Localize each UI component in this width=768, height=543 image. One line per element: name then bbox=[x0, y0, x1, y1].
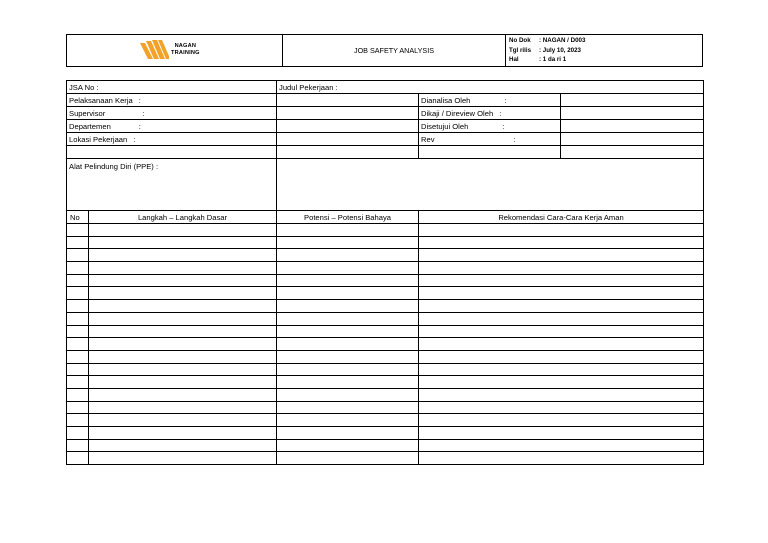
langkah-cell[interactable] bbox=[89, 287, 277, 300]
step-no-cell[interactable] bbox=[67, 325, 89, 338]
rekomendasi-cell[interactable] bbox=[419, 249, 704, 262]
langkah-cell[interactable] bbox=[89, 236, 277, 249]
potensi-cell[interactable] bbox=[277, 376, 419, 389]
blank-cell[interactable] bbox=[419, 146, 561, 159]
langkah-cell[interactable] bbox=[89, 401, 277, 414]
step-no-cell[interactable] bbox=[67, 388, 89, 401]
form-row-2 bbox=[67, 107, 704, 120]
steps-header-row bbox=[67, 211, 704, 224]
step-no-cell[interactable] bbox=[67, 427, 89, 440]
step-no-cell[interactable] bbox=[67, 262, 89, 275]
rekomendasi-cell[interactable] bbox=[419, 427, 704, 440]
step-no-cell[interactable] bbox=[67, 300, 89, 313]
langkah-cell[interactable] bbox=[89, 262, 277, 275]
table-row bbox=[67, 452, 704, 465]
potensi-cell[interactable] bbox=[277, 427, 419, 440]
potensi-cell[interactable] bbox=[277, 224, 419, 237]
logo-text bbox=[171, 43, 200, 56]
table-row bbox=[67, 388, 704, 401]
form-row-4 bbox=[67, 133, 704, 146]
table-row bbox=[67, 312, 704, 325]
table-row bbox=[67, 401, 704, 414]
potensi-cell[interactable] bbox=[277, 363, 419, 376]
rekomendasi-cell[interactable] bbox=[419, 312, 704, 325]
langkah-cell[interactable] bbox=[89, 350, 277, 363]
table-row bbox=[67, 350, 704, 363]
langkah-cell[interactable] bbox=[89, 325, 277, 338]
potensi-cell[interactable] bbox=[277, 262, 419, 275]
meta-label: No Dok bbox=[509, 37, 531, 44]
potensi-cell[interactable] bbox=[277, 274, 419, 287]
table-row bbox=[67, 439, 704, 452]
meta-label: Tgl rilis bbox=[509, 46, 532, 54]
langkah-cell[interactable] bbox=[89, 312, 277, 325]
table-row bbox=[67, 363, 704, 376]
rekomendasi-cell[interactable] bbox=[419, 376, 704, 389]
potensi-cell[interactable] bbox=[277, 312, 419, 325]
step-no-cell[interactable] bbox=[67, 376, 89, 389]
rekomendasi-cell[interactable] bbox=[419, 300, 704, 313]
judul-pekerjaan-field[interactable]: Judul Pekerjaan : bbox=[277, 81, 704, 94]
step-no-cell[interactable] bbox=[67, 287, 89, 300]
pelaksanaan-kerja-value[interactable] bbox=[277, 94, 419, 107]
table-row bbox=[67, 236, 704, 249]
jsa-form-table bbox=[66, 80, 704, 465]
departemen-value[interactable] bbox=[277, 120, 419, 133]
rekomendasi-cell[interactable] bbox=[419, 401, 704, 414]
meta-row-tgl-rilis bbox=[509, 46, 702, 56]
step-no-cell[interactable] bbox=[67, 414, 89, 427]
supervisor-value[interactable] bbox=[277, 107, 419, 120]
step-no-cell[interactable] bbox=[67, 439, 89, 452]
meta-row-no-dok bbox=[509, 36, 702, 46]
blank-cell[interactable] bbox=[67, 146, 277, 159]
col-header-no: No bbox=[67, 211, 89, 224]
potensi-cell[interactable] bbox=[277, 350, 419, 363]
nagan-logo-icon bbox=[140, 40, 169, 59]
langkah-cell[interactable] bbox=[89, 414, 277, 427]
dikaji-label: Dikaji / Direview Oleh : bbox=[419, 107, 561, 120]
disetujui-oleh-value[interactable] bbox=[561, 120, 704, 133]
form-row-5 bbox=[67, 146, 704, 159]
ppe-label: Alat Pelindung Diri (PPE) : bbox=[67, 159, 277, 211]
form-row-ppe bbox=[67, 159, 704, 211]
step-no-cell[interactable] bbox=[67, 274, 89, 287]
step-no-cell[interactable] bbox=[67, 224, 89, 237]
potensi-cell[interactable] bbox=[277, 300, 419, 313]
meta-value: : NAGAN / D003 bbox=[539, 37, 586, 44]
meta-value: : 1 da ri 1 bbox=[539, 56, 567, 64]
step-no-cell[interactable] bbox=[67, 363, 89, 376]
step-no-cell[interactable] bbox=[67, 401, 89, 414]
langkah-cell[interactable] bbox=[89, 249, 277, 262]
blank-cell[interactable] bbox=[277, 146, 419, 159]
langkah-cell[interactable] bbox=[89, 300, 277, 313]
potensi-cell[interactable] bbox=[277, 338, 419, 351]
supervisor-label: Supervisor : bbox=[67, 107, 277, 120]
form-row-jsa bbox=[67, 81, 704, 94]
rekomendasi-cell[interactable] bbox=[419, 414, 704, 427]
table-row bbox=[67, 274, 704, 287]
table-row bbox=[67, 376, 704, 389]
rekomendasi-cell[interactable] bbox=[419, 262, 704, 275]
ppe-value[interactable] bbox=[277, 159, 704, 211]
table-row bbox=[67, 414, 704, 427]
rekomendasi-cell[interactable] bbox=[419, 439, 704, 452]
langkah-cell[interactable] bbox=[89, 338, 277, 351]
disetujui-oleh-label: Disetujui Oleh : bbox=[419, 120, 561, 133]
rekomendasi-cell[interactable] bbox=[419, 388, 704, 401]
jsa-no-field[interactable]: JSA No : bbox=[67, 81, 277, 94]
table-row bbox=[67, 325, 704, 338]
meta-label: Hal bbox=[509, 56, 519, 64]
table-row bbox=[67, 224, 704, 237]
col-header-langkah: Langkah – Langkah Dasar bbox=[89, 211, 277, 224]
table-row bbox=[67, 338, 704, 351]
dianalisa-oleh-value[interactable] bbox=[561, 94, 704, 107]
potensi-cell[interactable] bbox=[277, 388, 419, 401]
potensi-cell[interactable] bbox=[277, 287, 419, 300]
meta-row-hal bbox=[509, 55, 702, 65]
step-no-cell[interactable] bbox=[67, 236, 89, 249]
potensi-cell[interactable] bbox=[277, 325, 419, 338]
form-row-3 bbox=[67, 120, 704, 133]
rekomendasi-cell[interactable] bbox=[419, 338, 704, 351]
step-no-cell[interactable] bbox=[67, 249, 89, 262]
logo-line2: TRAINING bbox=[171, 49, 200, 56]
table-row bbox=[67, 262, 704, 275]
form-row-1 bbox=[67, 94, 704, 107]
dikaji-value[interactable] bbox=[561, 107, 704, 120]
langkah-cell[interactable] bbox=[89, 452, 277, 465]
table-row bbox=[67, 287, 704, 300]
table-row bbox=[67, 249, 704, 262]
step-no-cell[interactable] bbox=[67, 452, 89, 465]
logo-line1: NAGAN bbox=[174, 43, 197, 49]
potensi-cell[interactable] bbox=[277, 414, 419, 427]
pelaksanaan-kerja-label: Pelaksanaan Kerja : bbox=[67, 94, 277, 107]
potensi-cell[interactable] bbox=[277, 439, 419, 452]
langkah-cell[interactable] bbox=[89, 376, 277, 389]
rekomendasi-cell[interactable] bbox=[419, 274, 704, 287]
langkah-cell[interactable] bbox=[89, 363, 277, 376]
langkah-cell[interactable] bbox=[89, 224, 277, 237]
step-no-cell[interactable] bbox=[67, 338, 89, 351]
table-row bbox=[67, 300, 704, 313]
document-header bbox=[66, 34, 703, 67]
document-title: JOB SAFETY ANALYSIS bbox=[283, 35, 506, 66]
rekomendasi-cell[interactable] bbox=[419, 363, 704, 376]
logo-cell bbox=[67, 35, 283, 66]
dianalisa-oleh-label: Dianalisa Oleh : bbox=[419, 94, 561, 107]
document-meta bbox=[506, 35, 702, 66]
blank-cell[interactable] bbox=[561, 146, 704, 159]
langkah-cell[interactable] bbox=[89, 274, 277, 287]
langkah-cell[interactable] bbox=[89, 439, 277, 452]
rekomendasi-cell[interactable] bbox=[419, 224, 704, 237]
potensi-cell[interactable] bbox=[277, 236, 419, 249]
rekomendasi-cell[interactable] bbox=[419, 325, 704, 338]
step-no-cell[interactable] bbox=[67, 350, 89, 363]
col-header-rekomendasi: Rekomendasi Cara-Cara Kerja Aman bbox=[419, 211, 704, 224]
rev-value[interactable] bbox=[561, 133, 704, 146]
rekomendasi-cell[interactable] bbox=[419, 236, 704, 249]
rev-label: Rev : bbox=[419, 133, 561, 146]
potensi-cell[interactable] bbox=[277, 249, 419, 262]
table-row bbox=[67, 427, 704, 440]
lokasi-pekerjaan-label: Lokasi Pekerjaan : bbox=[67, 133, 277, 146]
rekomendasi-cell[interactable] bbox=[419, 350, 704, 363]
rekomendasi-cell[interactable] bbox=[419, 452, 704, 465]
rekomendasi-cell[interactable] bbox=[419, 287, 704, 300]
langkah-cell[interactable] bbox=[89, 388, 277, 401]
potensi-cell[interactable] bbox=[277, 401, 419, 414]
col-header-potensi: Potensi – Potensi Bahaya bbox=[277, 211, 419, 224]
potensi-cell[interactable] bbox=[277, 452, 419, 465]
departemen-label: Departemen : bbox=[67, 120, 277, 133]
step-no-cell[interactable] bbox=[67, 312, 89, 325]
meta-value: : July 10, 2023 bbox=[539, 46, 581, 54]
langkah-cell[interactable] bbox=[89, 427, 277, 440]
lokasi-pekerjaan-value[interactable] bbox=[277, 133, 419, 146]
